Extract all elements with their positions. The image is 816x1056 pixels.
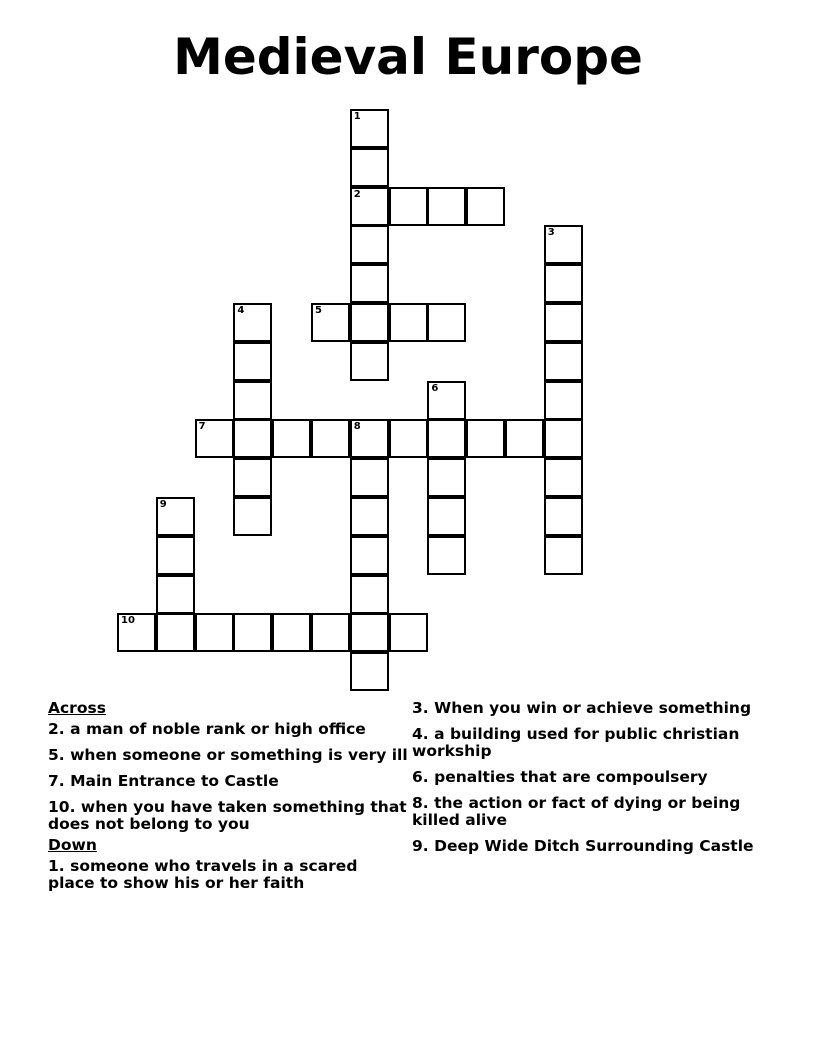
grid-cell[interactable] — [233, 458, 272, 497]
grid-cell[interactable] — [233, 342, 272, 381]
grid-cell[interactable] — [156, 575, 195, 614]
grid-cell[interactable] — [427, 536, 466, 575]
grid-cell[interactable] — [427, 303, 466, 342]
grid-cell[interactable] — [195, 419, 234, 458]
grid-cell[interactable] — [544, 419, 583, 458]
grid-cell[interactable] — [233, 381, 272, 420]
across-heading: Across — [48, 699, 106, 717]
grid-cell[interactable] — [233, 497, 272, 536]
grid-cell[interactable] — [350, 497, 389, 536]
grid-cell[interactable] — [311, 419, 350, 458]
clue-down-6: 6. penalties that are compoulsery — [412, 768, 708, 786]
grid-cell[interactable] — [544, 381, 583, 420]
clue-number: 7 — [198, 421, 206, 433]
grid-cell[interactable] — [544, 342, 583, 381]
grid-cell[interactable] — [311, 303, 350, 342]
grid-cell[interactable] — [233, 303, 272, 342]
grid-cell[interactable] — [156, 536, 195, 575]
grid-cell[interactable] — [427, 458, 466, 497]
grid-cell[interactable] — [350, 458, 389, 497]
clues-left-column — [48, 700, 408, 901]
clue-number: 8 — [353, 421, 361, 433]
clue-across-7: 7. Main Entrance to Castle — [48, 772, 279, 790]
grid-cell[interactable] — [389, 613, 428, 652]
clue-number: 2 — [353, 188, 361, 200]
clue-down-8: 8. the action or fact of dying or being killed alive — [412, 794, 741, 829]
grid-cell[interactable] — [156, 613, 195, 652]
clue-across-2: 2. a man of noble rank or high office — [48, 720, 366, 738]
grid-cell[interactable] — [544, 225, 583, 264]
grid-cell[interactable] — [350, 148, 389, 187]
grid-cell[interactable] — [350, 342, 389, 381]
grid-cell[interactable] — [427, 497, 466, 536]
grid-cell[interactable] — [233, 419, 272, 458]
grid-cell[interactable] — [350, 303, 389, 342]
grid-cell[interactable] — [272, 419, 311, 458]
grid-cell[interactable] — [350, 109, 389, 148]
grid-cell[interactable] — [466, 419, 505, 458]
clue-across-5: 5. when someone or something is very ill — [48, 746, 408, 764]
grid-cell[interactable] — [427, 419, 466, 458]
grid-cell[interactable] — [544, 264, 583, 303]
clue-number: 5 — [315, 305, 322, 316]
grid-cell[interactable] — [505, 419, 544, 458]
down-heading: Down — [48, 836, 97, 854]
grid-cell[interactable] — [544, 536, 583, 575]
grid-cell[interactable] — [427, 381, 466, 420]
grid-cell[interactable] — [311, 613, 350, 652]
clue-number: 3 — [547, 227, 555, 239]
grid-cell[interactable] — [350, 225, 389, 264]
grid-cell[interactable] — [156, 497, 195, 536]
clue-number: 6 — [431, 382, 439, 394]
grid-cell[interactable] — [389, 419, 428, 458]
grid-cell[interactable] — [350, 575, 389, 614]
clue-number: 1 — [353, 111, 361, 122]
grid-cell[interactable] — [389, 303, 428, 342]
grid-cell[interactable] — [466, 187, 505, 226]
page-title: Medieval Europe — [173, 28, 643, 86]
clue-number: 4 — [237, 305, 245, 316]
grid-cell[interactable] — [350, 652, 389, 691]
grid-cell[interactable] — [427, 187, 466, 226]
clue-down-3: 3. When you win or achieve something — [412, 699, 752, 717]
grid-cell[interactable] — [117, 613, 156, 652]
grid-cell[interactable] — [389, 187, 428, 226]
clue-number: 9 — [159, 499, 167, 510]
grid-cell[interactable] — [272, 613, 311, 652]
clue-down-9: 9. Deep Wide Ditch Surrounding Castle — [412, 837, 754, 855]
grid-cell[interactable] — [350, 536, 389, 575]
clues-right-column — [412, 700, 772, 864]
clue-number: 10 — [121, 615, 135, 627]
clue-down-4: 4. a building used for public christian workship — [412, 725, 740, 760]
grid-cell[interactable] — [544, 458, 583, 497]
grid-cell[interactable] — [195, 613, 234, 652]
clue-across-10: 10. when you have taken something that does not belong to you — [48, 798, 407, 833]
grid-cell[interactable] — [544, 497, 583, 536]
grid-cell[interactable] — [350, 419, 389, 458]
grid-cell[interactable] — [233, 613, 272, 652]
grid-cell[interactable] — [350, 187, 389, 226]
grid-cell[interactable] — [350, 613, 389, 652]
grid-cell[interactable] — [544, 303, 583, 342]
grid-cell[interactable] — [350, 264, 389, 303]
clue-down-1: 1. someone who travels in a scared place to show his or her faith — [48, 857, 358, 892]
